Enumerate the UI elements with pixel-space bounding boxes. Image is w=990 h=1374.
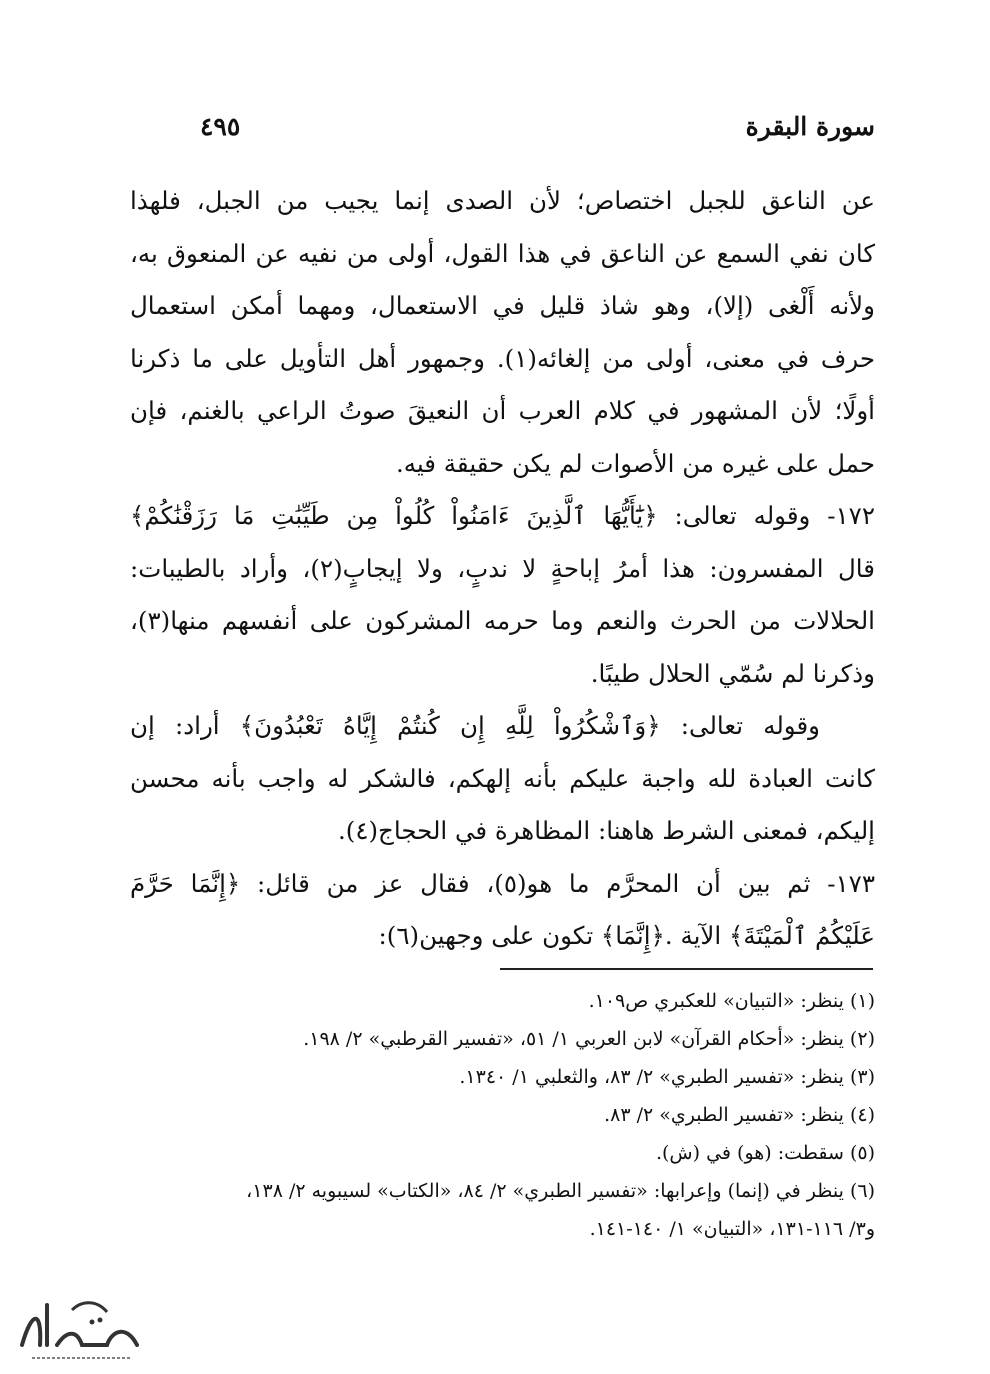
surah-title: سورة البقرة [745, 112, 875, 141]
verse-173-line: ١٧٣- ثم بين أن المحرَّم ما هو(٥)، فقال عز من قائل: ﴿إِنَّمَا حَرَّمَ [130, 868, 875, 898]
text-line: الحلالات من الحرث والنعم وما حرمه المشركون على أنفسهم منها(٣)، [130, 606, 875, 635]
footnote-6-continued: و٣/ ١١٦-١٣١، «التبيان» ١/ ١٤٠-١٤١. [589, 1218, 875, 1240]
text-line: أولًا؛ لأن المشهور في كلام العرب أن النعيقَ صوتُ الراعي بالغنم، فإن [130, 396, 875, 425]
main-text [130, 175, 875, 963]
text-line: وقوله تعالى: ﴿وَٱشْكُرُواْ لِلَّهِ إِن كُنتُمْ إِيَّاهُ تَعْبُدُونَ﴾ أراد: إن [130, 711, 820, 740]
text-line: عَلَيْكُمُ ٱلْمَيْتَةَ﴾ الآية .﴿إِنَّمَا﴾ تكون على وجهين(٦): [378, 921, 875, 950]
footnote-divider [500, 968, 873, 970]
text-line: وذكرنا لم سُمّي الحلال طيبًا. [590, 658, 875, 688]
library-stamp-logo [12, 1290, 152, 1370]
page-header [130, 112, 875, 152]
text-line: إليكم، فمعنى الشرط هاهنا: المظاهرة في الحجاج(٤). [337, 816, 875, 845]
footnote-2: (٢) ينظر: «أحكام القرآن» لابن العربي ١/ ٥١، «تفسير القرطبي» ٢/ ١٩٨. [303, 1028, 875, 1050]
text-line: حرف في معنى، أولى من إلغائه(١). وجمهور أهل التأويل على ما ذكرنا [130, 343, 875, 373]
verse-172-line: ١٧٢- وقوله تعالى: ﴿يَٰٓأَيُّهَا ٱلَّذِينَ ءَامَنُواْ كُلُواْ مِن طَيِّبَٰتِ مَا رَزَقْنَٰكُمْ﴾ [130, 501, 875, 530]
text-line: كان نفي السمع عن الناعق في هذا القول، أولى من نفيه عن المنعوق به، [130, 238, 875, 268]
footnote-6: (٦) ينظر في (إنما) وإعرابها: «تفسير الطبري» ٢/ ٨٤، «الكتاب» لسيبويه ٢/ ١٣٨، [246, 1180, 875, 1202]
text-line: كانت العبادة لله واجبة عليكم بأنه إلهكم، فالشكر له واجب بأنه محسن [130, 763, 875, 793]
page-number: ٤٩٥ [200, 112, 241, 141]
footnote-4: (٤) ينظر: «تفسير الطبري» ٢/ ٨٣. [604, 1104, 875, 1126]
footnote-3: (٣) ينظر: «تفسير الطبري» ٢/ ٨٣، والثعلبي ١/ ١٣٤٠. [459, 1066, 875, 1088]
text-line: ولأنه أَلْغى (إلا)، وهو شاذ قليل في الاستعمال، ومهما أمكن استعمال [130, 291, 875, 320]
text-line: قال المفسرون: هذا أمرُ إباحةٍ لا ندبٍ، ولا إيجابٍ(٢)، وأراد بالطيبات: [130, 553, 875, 583]
footnote-1: (١) ينظر: «التبيان» للعكبري ص١٠٩. [588, 990, 875, 1012]
text-line: حمل على غيره من الأصوات لم يكن حقيقة فيه. [395, 448, 875, 478]
footnotes [130, 982, 875, 1248]
footnote-5: (٥) سقطت: (هو) في (ش). [655, 1142, 875, 1164]
text-line: عن الناعق للجبل اختصاص؛ لأن الصدى إنما يجيب من الجبل، فلهذا [130, 186, 875, 215]
